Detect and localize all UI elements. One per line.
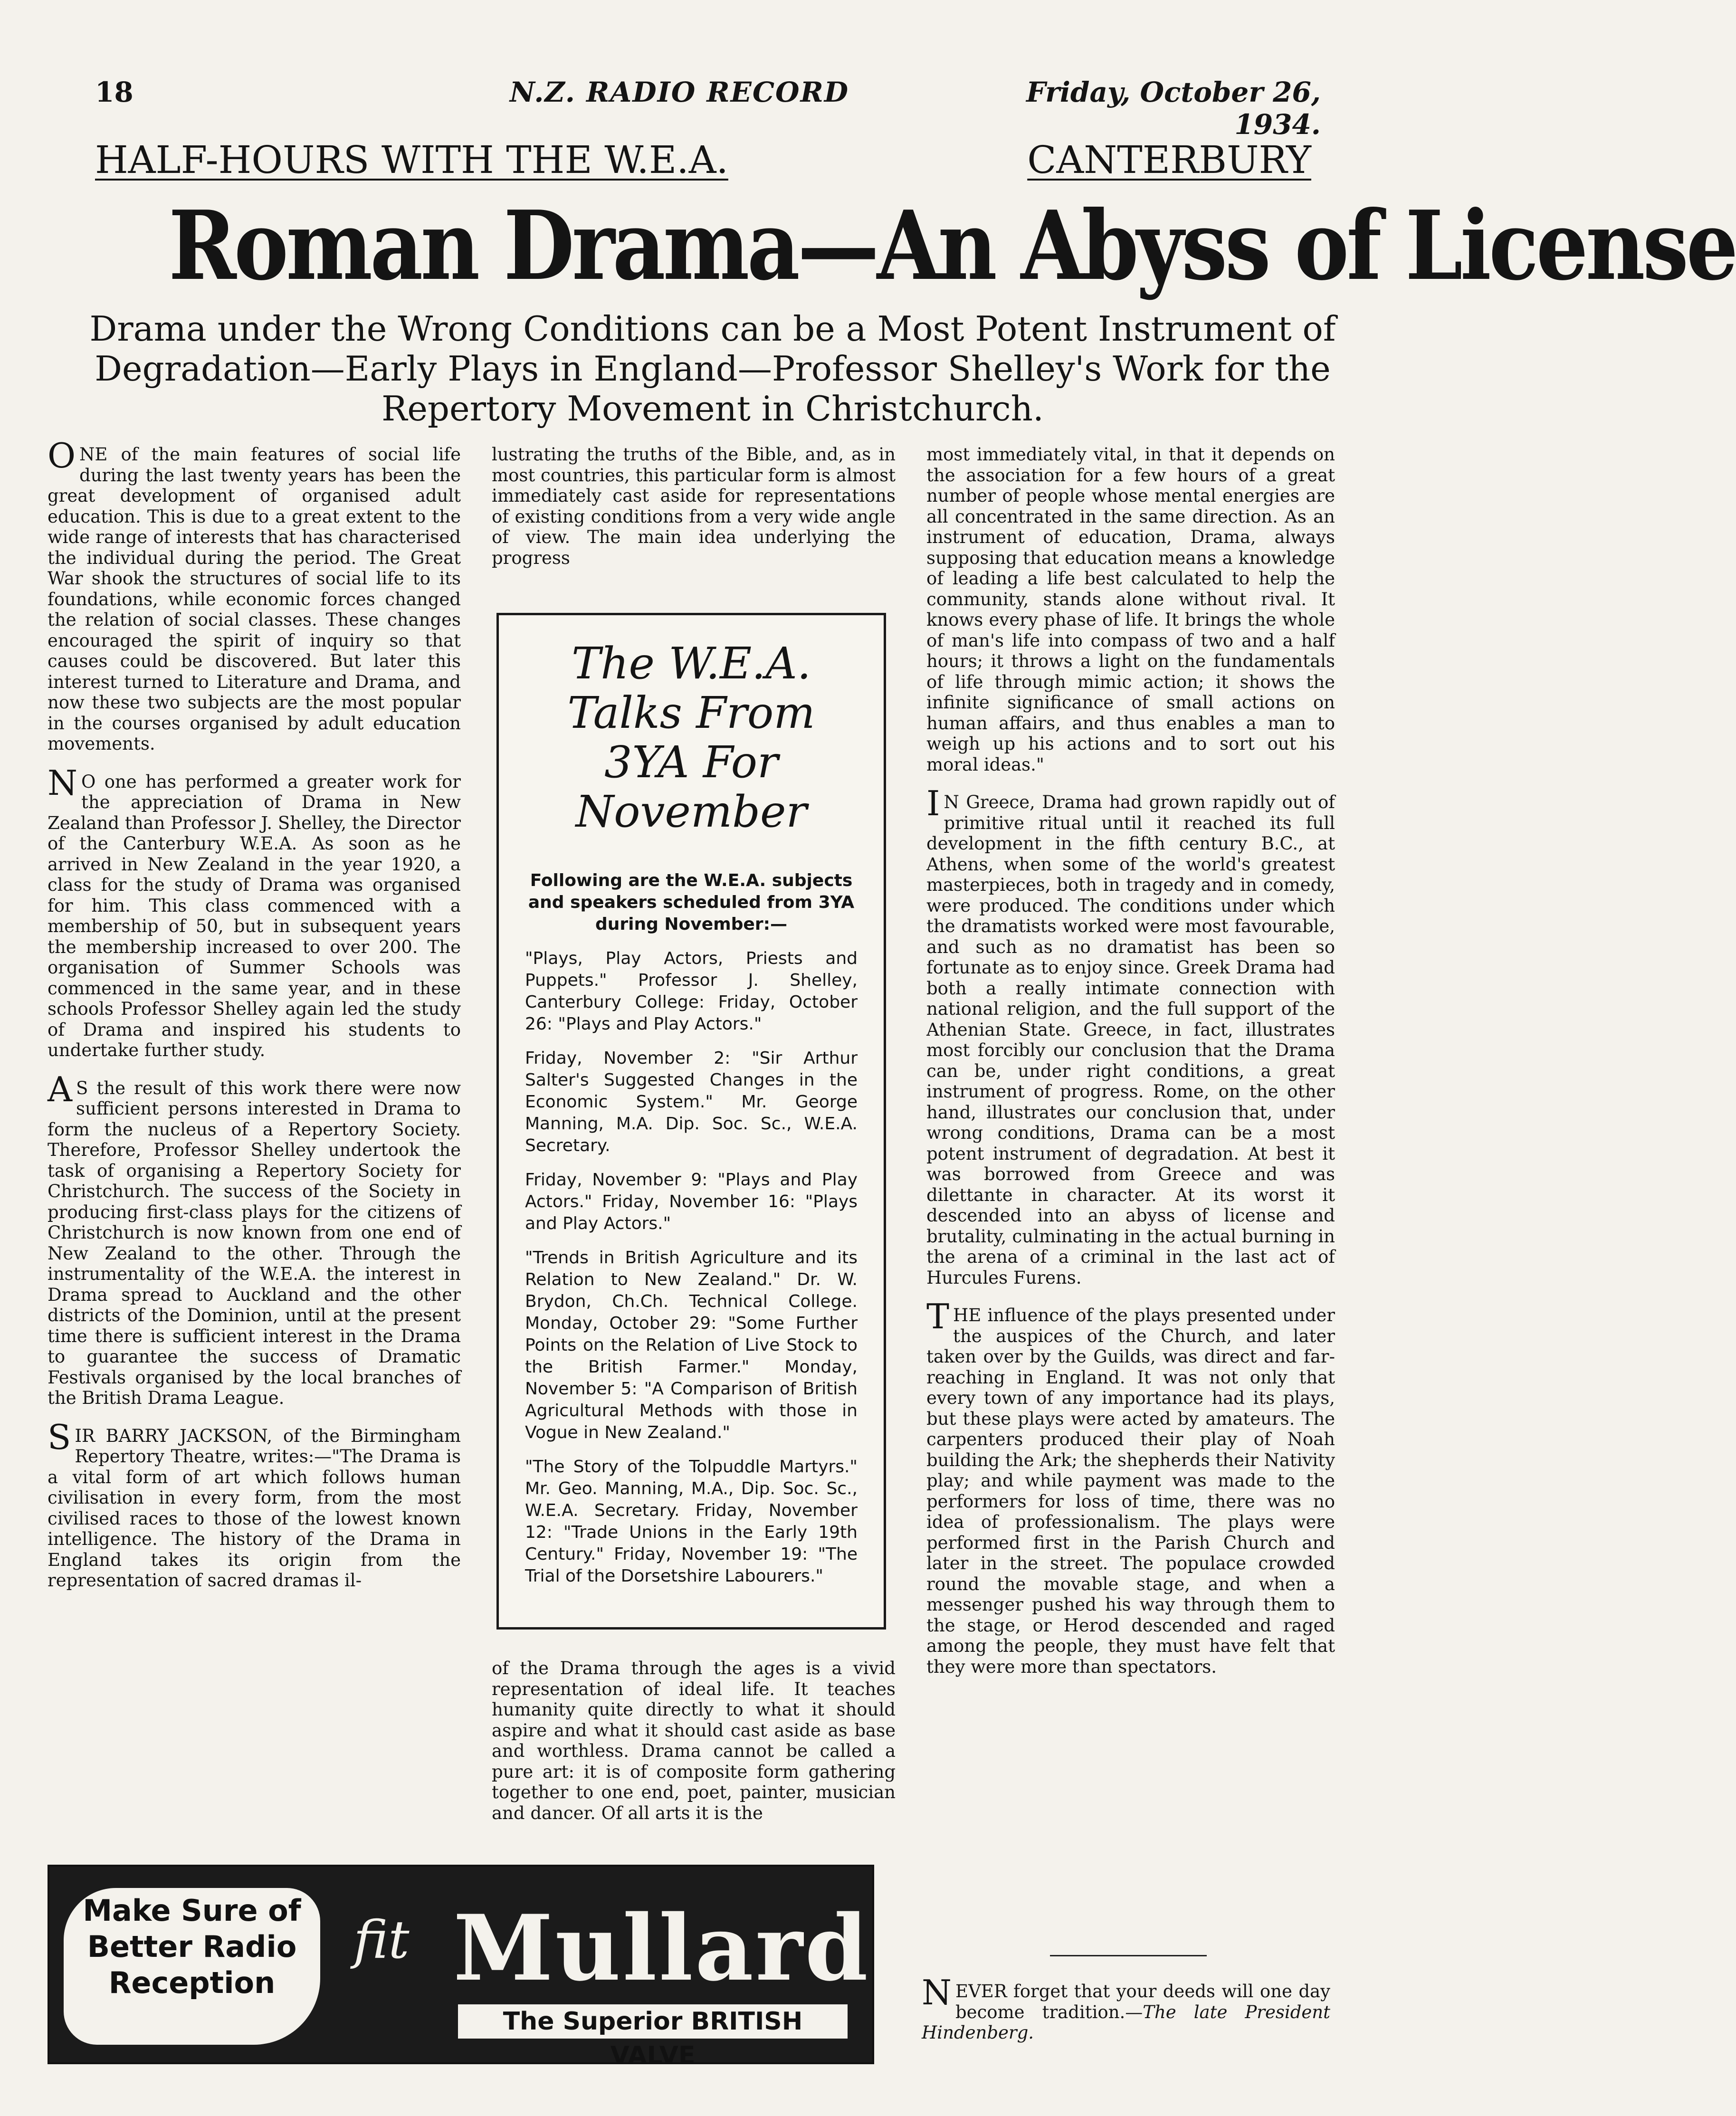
paragraph-text: of the main features of social life during the last twenty years has been the great development of organised adult education. This is due to a great extent to the wide range of interests that has characterised the individual during the period. The Great War shook the structures of social life to its foundations, while economic forces changed the relation of social classes. These changes encouraged the spirit of inquiry so that causes could be discovered. But later this interest turned to Literature and Drama, and now these two subjects are the most popular in the courses organised by adult education movements.: [48, 444, 461, 754]
paragraph: [922, 1973, 1330, 2043]
lead-in: N: [944, 792, 959, 812]
wea-talks-box: [496, 613, 886, 1630]
drop-cap: O: [48, 436, 76, 476]
box-intro: Following are the W.E.A. subjects and speakers scheduled from 3YA during November:—: [528, 871, 855, 934]
article-column-3: [926, 444, 1335, 1694]
paragraph: [48, 436, 461, 754]
box-paragraph: "Trends in British Agriculture and its Relation to New Zealand." Dr. W. Brydon, Ch.Ch. Technical College. Monday, October 29: "Some Further Points on the Relation of Live Stock to the British Farmer." Monday, November 5: "A Comparison of British Agricultural Methods with those in Vogue in New Zealand.": [525, 1248, 858, 1442]
paragraph: [48, 1069, 461, 1409]
paragraph: [48, 763, 461, 1061]
box-paragraph: Friday, November 9: "Plays and Play Actors." Friday, November 16: "Plays and Play Actors.": [525, 1170, 858, 1233]
box-paragraph: "Plays, Play Actors, Priests and Puppets." Professor J. Shelley, Canterbury College: Friday, October 26: "Plays and Play Actors.": [525, 949, 858, 1034]
publication-name: N.Z. RADIO RECORD: [509, 76, 849, 108]
advert-brand: Mullard: [453, 1895, 870, 2001]
advert-fit-script: fit: [353, 1909, 410, 1970]
headline: Roman Drama—An Abyss of License: [168, 190, 1736, 302]
closing-quote: [922, 1973, 1330, 2060]
paragraph-text: one has performed a greater work for the appreciation of Drama in New Zealand than Professor J. Shelley, the Director of the Canterbury W.E.A. As soon as he arrived in New Zealand in the year 1920, a class for the study of Drama was organised for him. This class commenced with a membership of 50, but in subsequent years the membership increased to over 200. The organisation of Summer Schools was commenced in the same year, and in these schools Professor Shelley again led the study of Drama and inspired his students to undertake further study.: [48, 771, 461, 1060]
paragraph-text: influence of the plays presented under the auspices of the Church, and later taken over by the Guilds, was direct and far-reaching in England. It was not only that every town of any importance had its plays, but these plays were acted by amateurs. The carpenters produced their play of Noah building the Ark; the shepherds their Nativity play; and while payment was made to the performers for loss of time, there was no idea of professionalism. The plays were performed first in the Parish Church and later in the street. The populace crowded round the movable stage, and when a messenger pushed his way through them to the stage, or Herod descended and raged among the people, they must have felt that they were more than spectators.: [926, 1305, 1335, 1677]
paragraph: [926, 783, 1335, 1288]
drop-cap: S: [48, 1417, 71, 1457]
paragraph-text: the result of this work there were now sufficient persons interested in Drama to form the nucleus of a Repertory Society. Therefore, Professor Shelley undertook the task of organising a Repertory Society for Christchurch. The success of the Society in producing first-class plays for the citizens of Christchurch is now known from one end of New Zealand to the other. Through the instrumentality of the W.E.A. the interest in Drama spread to Auckland and the other districts of the Dominion, until at the present time there is sufficient interest in the Drama to guarantee the success of Dramatic Festivals organised by the local branches of the British Drama League.: [48, 1077, 461, 1408]
drop-cap: N: [48, 763, 77, 803]
drop-cap: T: [926, 1296, 950, 1336]
box-title: The W.E.A. Talks From 3YA For November: [567, 638, 815, 837]
mullard-advert: [48, 1865, 874, 2070]
lead-in: O: [81, 771, 96, 792]
paragraph-text: of the Birmingham Repertory Theatre, writes:—"The Drama is a vital form of art which follows human civilisation in every form, from the most civilised races to those of the lowest known intelligence. The history of the Drama in England takes its origin from the representation of sacred dramas il-: [48, 1425, 461, 1591]
lead-in: S: [76, 1077, 88, 1098]
article-column-1: [48, 436, 461, 1608]
quote-attribution: The late President Hindenberg.: [922, 2002, 1330, 2043]
region-label: CANTERBURY: [1027, 138, 1311, 182]
paragraph: [926, 1296, 1335, 1677]
box-paragraph: Friday, November 2: "Sir Arthur Salter's Suggested Changes in the Economic System." Mr. George Manning, M.A. Dip. Soc. Sc., W.E.A. Secretary.: [525, 1048, 858, 1155]
paragraph: [48, 1417, 461, 1591]
paragraph: of the Drama through the ages is a vivid representation of ideal life. It teaches humanity quite directly to what it should aspire and what it should cast aside as base and worthless. Drama cannot be called a pure art: it is of composite form gathering together to one end, poet, painter, musician and dancer. Of all arts it is the: [492, 1658, 896, 1823]
section-label: HALF-HOURS WITH THE W.E.A.: [95, 138, 728, 182]
paragraph: lustrating the truths of the Bible, and, as in most countries, this particular form is almost immediately cast aside for representations of existing conditions from a very wide angle of view. The main idea underlying the progress: [492, 444, 896, 568]
advert-tagline: The Superior BRITISH VALVE: [458, 2004, 848, 2039]
issue-date: Friday, October 26, 1934.: [1026, 76, 1321, 141]
drop-cap: I: [926, 783, 940, 823]
paragraph: [926, 444, 1335, 775]
lead-in: HE: [953, 1305, 982, 1325]
drop-cap: A: [48, 1069, 72, 1109]
paragraph-text: most immediately vital, in that it depends on the association for a few hours of a great number of people whose mental energies are all concentrated in the same direction. As an instrument of education, Drama, always supposing that education means a knowledge of leading a life best calculated to help the community, stands alone without rival. It knows every phase of life. It brings the whole of man's life into compass of two and a half hours; it throws a light on the fundamentals of life through mimic action; it shows the infinite significance of small actions on human affairs, and thus enables a man to weigh up his actions and to sort out his moral ideas.": [926, 444, 1335, 775]
paragraph-text: forget that your deeds will one day become tradition.—: [955, 1981, 1330, 2022]
deck: Drama under the Wrong Conditions can be a Most Potent Instrument of Degradation—Early Plays in England—Professor Shelley's Work for the Repertory Movement in Christchurch.: [89, 309, 1336, 429]
box-paragraph: "The Story of the Tolpuddle Martyrs." Mr. Geo. Manning, M.A., Dip. Soc. Sc., W.E.A. Secretary. Friday, November 12: "Trade Unions in the Early 19th Century." Friday, November 19: "The Trial of the Dorsetshire Labourers.": [525, 1457, 858, 1586]
page-number: 18: [95, 76, 134, 108]
advert-badge: Make Sure of Better Radio Reception: [64, 1888, 320, 2045]
lead-in: NE: [79, 444, 108, 465]
article-column-2-bottom: [492, 1658, 896, 1840]
lead-in: EVER: [955, 1981, 1007, 2002]
paragraph-text: Greece, Drama had grown rapidly out of primitive ritual until it reached its full development in the fifth century B.C., at Athens, when some of the world's greatest masterpieces, both in tragedy and in comedy, were produced. The conditions under which the dramatists worked were most favourable, and such as no dramatist has been so fortunate as to enjoy since. Greek Drama had both a really intimate connection with national religion, and the full support of the Athenian State. Greece, in fact, illustrates most forcibly our conclusion that the Drama can be, under right conditions, a great instrument of progress. Rome, on the other hand, illustrates our conclusion that, under wrong conditions, Drama can be a most potent instrument of degradation. At best it was borrowed from Greece and was dilettante in character. At its worst it descended into an abyss of license and brutality, culminating in the actual burning in the arena of a criminal in the last act of Hurcules Furens.: [926, 792, 1335, 1288]
lead-in: IR BARRY JACKSON,: [75, 1425, 273, 1446]
article-column-2-top: [492, 444, 896, 585]
divider-rule: [1050, 1955, 1207, 1956]
drop-cap: N: [922, 1973, 952, 2012]
